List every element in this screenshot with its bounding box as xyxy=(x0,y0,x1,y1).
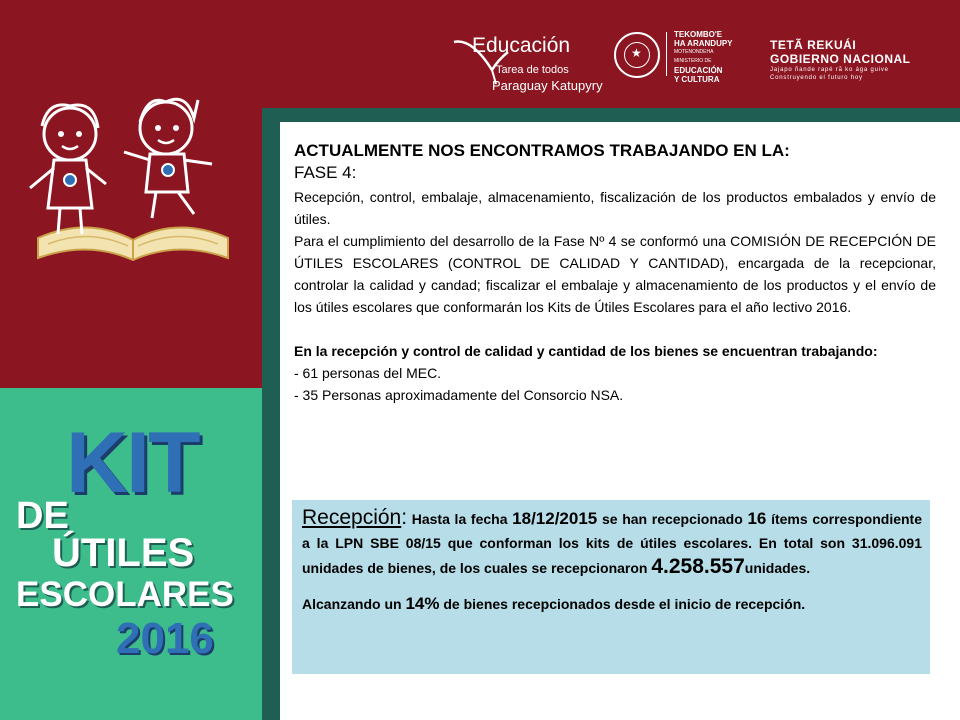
ministry-line: HA ARANDUPY xyxy=(674,39,733,48)
educacion-slogan: Tarea de todos xyxy=(496,64,569,76)
kit-word: KIT xyxy=(66,415,199,511)
reception-label: Recepción xyxy=(302,506,402,529)
reception-summary-box xyxy=(292,500,930,674)
educacion-title: Educación xyxy=(472,34,571,57)
ministry-line: Y CULTURA xyxy=(674,75,720,84)
staff-item: - 61 personas del MEC. xyxy=(294,365,442,381)
staff-intro: En la recepción y control de calidad y cantidad de los bienes se encuentran trabajando: xyxy=(294,343,878,359)
phase-title: FASE 4: xyxy=(294,163,357,182)
commission-description: Para el cumplimiento del desarrollo de la Fase Nº 4 se conformó una COMISIÓN DE RECEPCIÓN DE ÚTILES ESCOLARES (CONTROL DE CALIDAD Y CANTIDAD), encargada de la recepcionar, controlar la calidad y candad; fiscalizar el embalaje y almacenamiento de los productos y el envío de los útiles escolares que conformarán los Kits de Útiles Escolares para el año lectivo 2016. xyxy=(294,233,936,315)
gobierno-nacional-logo xyxy=(770,38,911,82)
gov-line: Jajapo ñande rapé rã ko ága guive xyxy=(770,67,889,73)
reception-date: 18/12/2015 xyxy=(512,509,598,528)
kids-book-illustration-icon xyxy=(8,88,258,278)
reception-units: 4.258.557 xyxy=(651,555,745,578)
reception-percent-text: Alcanzando un 14% de bienes recepcionados desde el inicio de recepción. xyxy=(302,594,806,613)
phase-description: Recepción, control, embalaje, almacenamiento, fiscalización de los productos embalados y envío de útiles. xyxy=(294,189,936,227)
page-heading: ACTUALMENTE NOS ENCONTRAMOS TRABAJANDO EN LA: xyxy=(294,141,790,160)
reception-text: Recepción: Hasta la fecha 18/12/2015 se han recepcionado 16 ítems correspondiente a la LPN SBE 08/15 que conforman los kits de útiles escolares. En total son 31.096.091 unidades de bienes, de los cuales se recepcionaron 4.258.557unidades. xyxy=(302,506,923,578)
ministry-line: MOTENONDEHA xyxy=(674,49,714,55)
ministry-line: TEKOMBO'E xyxy=(674,30,723,39)
ministry-line: MINISTERIO DE xyxy=(674,58,712,64)
de-word: DE xyxy=(16,495,69,537)
staff-item: - 35 Personas aproximadamente del Consorcio NSA. xyxy=(294,387,624,403)
ministry-logo xyxy=(674,30,733,84)
gov-line: GOBIERNO NACIONAL xyxy=(770,52,911,66)
educacion-country: Paraguay Katupyry xyxy=(492,78,603,93)
utiles-word: ÚTILES xyxy=(52,531,195,575)
header-divider xyxy=(666,32,667,76)
republic-seal-icon: ★ xyxy=(614,32,660,78)
educacion-logo xyxy=(452,20,612,100)
year-word: 2016 xyxy=(116,614,214,663)
reception-percent: 14% xyxy=(405,594,440,613)
gov-line: Construyendo el futuro hoy xyxy=(770,75,863,81)
gov-line: TETÃ REKUÁI xyxy=(770,38,857,52)
main-text xyxy=(294,140,936,406)
reception-items-count: 16 xyxy=(747,509,767,528)
escolares-word: ESCOLARES xyxy=(16,575,234,614)
ministry-line: EDUCACIÓN xyxy=(674,66,723,75)
